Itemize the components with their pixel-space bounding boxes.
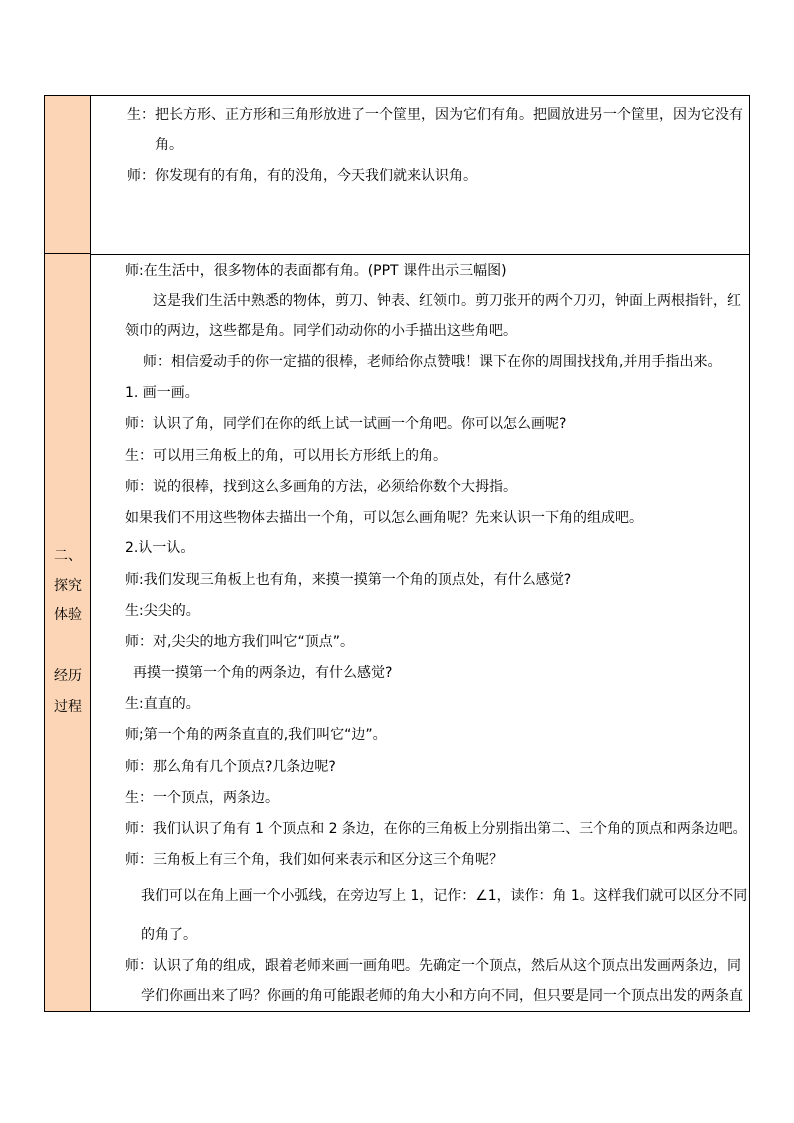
text-line: 我们可以在角上画一个小弧线，在旁边写上 1，记作：∠1，读作：角 1。这样我们就可以区分不同 (141, 888, 748, 904)
text-line: 2.认一认。 (125, 540, 195, 556)
text-line: 生：一个顶点，两条边。 (125, 790, 279, 806)
text-line: 如果我们不用这些物体去描出一个角，可以怎么画角呢？先来认识一下角的组成吧。 (125, 510, 643, 526)
text-line: 师：那么角有几个顶点?几条边呢? (125, 759, 336, 775)
text-line: 生：可以用三角板上的角，可以用长方形纸上的角。 (125, 448, 447, 464)
text-line: 师：对,尖尖的地方我们叫它“顶点”。 (125, 634, 354, 650)
text-line: 领巾的两边，这些都是角。同学们动动你的小手描出这些角吧。 (125, 323, 517, 339)
text-line: 生：把长方形、正方形和三角形放进了一个筐里，因为它们有角。把圆放进另一个筐里，因为它没有 (127, 107, 743, 123)
text-line: 角。 (155, 137, 183, 153)
text-line: 这是我们生活中熟悉的物体，剪刀、钟表、红领巾。剪刀张开的两个刀刃，钟面上两根指针，红 (153, 293, 741, 309)
text-line: 生:直直的。 (125, 696, 200, 712)
side-label-4: 经历 (54, 668, 82, 684)
text-line: 学们你画出来了吗？你画的角可能跟老师的角大小和方向不同，但只要是同一个顶点出发的两条直 (141, 988, 743, 1004)
text-line: 师;第一个角的两条直直的,我们叫它“边”。 (125, 727, 387, 743)
side-label-3: 体验 (54, 607, 82, 623)
text-line: 再摸一摸第一个角的两条边，有什么感觉? (133, 665, 393, 681)
text-line: 生:尖尖的。 (125, 603, 200, 619)
text-line: 师：相信爱动手的你一定描的很棒，老师给你点赞哦！课下在你的周围找找角,并用手指出来。 (143, 354, 722, 370)
lesson-table (44, 95, 750, 1012)
side-cell-bottom (45, 254, 91, 1011)
text-line: 师：认识了角，同学们在你的纸上试一试画一个角吧。你可以怎么画呢? (125, 416, 567, 432)
text-line: 1. 画一画。 (125, 385, 199, 401)
text-line: 的角了。 (141, 927, 197, 943)
text-line: 师:我们发现三角板上也有角，来摸一摸第一个角的顶点处，有什么感觉? (125, 572, 572, 588)
text-line: 师：你发现有的有角，有的没角，今天我们就来认识角。 (127, 168, 477, 184)
text-line: 师:在生活中，很多物体的表面都有角。(PPT 课件出示三幅图) (125, 263, 507, 279)
side-label-1: 二、 (54, 548, 82, 564)
text-line: 师：三角板上有三个角，我们如何来表示和区分这三个角呢？ (125, 852, 503, 868)
text-line: 师：说的很棒，找到这么多画角的方法，必须给你数个大拇指。 (125, 479, 517, 495)
text-line: 师：我们认识了角有 1 个顶点和 2 条边，在你的三角板上分别指出第二、三个角的顶点和两条边吧。 (125, 821, 747, 837)
side-label-5: 过程 (54, 699, 82, 715)
side-cell-top (45, 96, 91, 254)
side-label-2: 探究 (54, 578, 82, 594)
text-line: 师：认识了角的组成，跟着老师来画一画角吧。先确定一个顶点，然后从这个顶点出发画两条边，同 (125, 958, 741, 974)
row-divider (91, 254, 749, 255)
